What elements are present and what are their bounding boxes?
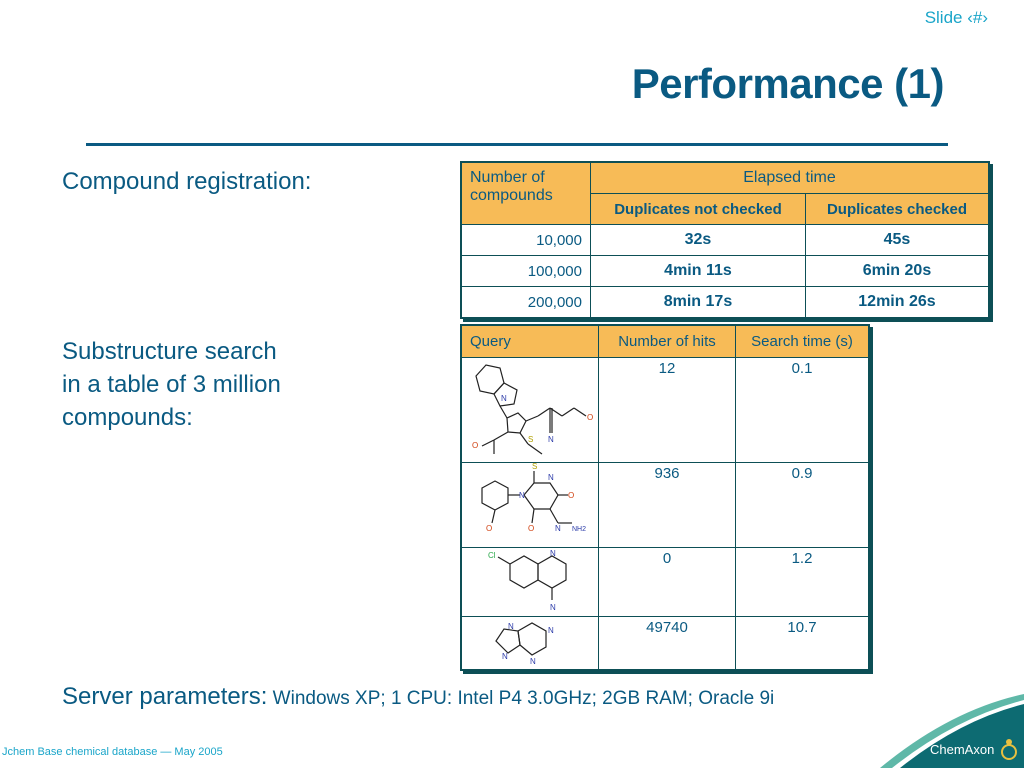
time-not-checked: 8min 17s bbox=[591, 287, 806, 319]
header-query: Query bbox=[461, 325, 599, 358]
hits-value: 936 bbox=[599, 463, 736, 548]
server-label: Server parameters: bbox=[62, 683, 268, 710]
table-row bbox=[461, 225, 989, 256]
atom-label: N bbox=[550, 549, 556, 558]
substructure-label-line: in a table of 3 million bbox=[62, 371, 281, 398]
time-not-checked: 32s bbox=[591, 225, 806, 256]
compound-count: 10,000 bbox=[461, 225, 591, 256]
time-checked: 12min 26s bbox=[805, 287, 989, 319]
atom-label: O bbox=[587, 413, 594, 422]
atom-label: O bbox=[528, 524, 535, 533]
atom-label: N bbox=[519, 491, 525, 500]
server-details: Windows XP; 1 CPU: Intel P4 3.0GHz; 2GB RAM; Oracle 9i bbox=[267, 688, 775, 709]
footer-text: Jchem Base chemical database — May 2005 bbox=[2, 746, 223, 758]
header-duplicates-checked: Duplicates checked bbox=[805, 194, 989, 225]
chemaxon-logo-icon bbox=[1000, 736, 1018, 764]
atom-label: O bbox=[568, 491, 575, 500]
table-row bbox=[461, 463, 869, 548]
table-row bbox=[461, 358, 869, 463]
atom-label: NH2 bbox=[572, 526, 587, 533]
atom-label: N bbox=[508, 622, 514, 631]
compound-count: 100,000 bbox=[461, 256, 591, 287]
substructure-table bbox=[460, 324, 870, 671]
atom-label: N bbox=[550, 603, 556, 612]
atom-label: N bbox=[502, 652, 508, 661]
slide-number: Slide ‹#› bbox=[924, 8, 988, 27]
table-row bbox=[461, 287, 989, 319]
time-not-checked: 4min 11s bbox=[591, 256, 806, 287]
atom-label: Cl bbox=[488, 551, 496, 560]
registration-label: Compound registration: bbox=[62, 168, 312, 195]
hits-value: 12 bbox=[599, 358, 736, 463]
table-row bbox=[461, 548, 869, 617]
time-checked: 45s bbox=[805, 225, 989, 256]
atom-label: N bbox=[530, 657, 536, 665]
compound-count: 200,000 bbox=[461, 287, 591, 319]
hits-value: 49740 bbox=[599, 617, 736, 671]
header-elapsed-time: Elapsed time bbox=[591, 162, 990, 194]
atom-label: O bbox=[472, 441, 479, 450]
atom-label: S bbox=[528, 435, 534, 444]
query-structure-4 bbox=[462, 617, 596, 665]
registration-table bbox=[460, 161, 990, 319]
table-row bbox=[461, 617, 869, 671]
header-number-of-compounds: Number of compounds bbox=[461, 162, 591, 225]
header-duplicates-not-checked: Duplicates not checked bbox=[591, 194, 806, 225]
atom-label: O bbox=[486, 524, 493, 533]
atom-label: S bbox=[532, 463, 538, 471]
atom-label: N bbox=[501, 394, 507, 403]
chemaxon-logo: ChemAxon bbox=[930, 742, 995, 757]
time-value: 0.9 bbox=[736, 463, 870, 548]
time-value: 10.7 bbox=[736, 617, 870, 671]
query-structure-cell bbox=[461, 548, 599, 617]
query-structure-cell bbox=[461, 463, 599, 548]
query-structure-1 bbox=[462, 358, 596, 458]
time-checked: 6min 20s bbox=[805, 256, 989, 287]
query-structure-3 bbox=[462, 548, 596, 612]
time-value: 1.2 bbox=[736, 548, 870, 617]
atom-label: N bbox=[555, 524, 561, 533]
query-structure-cell bbox=[461, 358, 599, 463]
substructure-label bbox=[62, 335, 281, 434]
header-number-of-hits: Number of hits bbox=[599, 325, 736, 358]
atom-label: N bbox=[548, 626, 554, 635]
atom-label: N bbox=[548, 473, 554, 482]
time-value: 0.1 bbox=[736, 358, 870, 463]
table-row bbox=[461, 256, 989, 287]
hits-value: 0 bbox=[599, 548, 736, 617]
title-divider bbox=[86, 143, 948, 146]
substructure-label-line: Substructure search bbox=[62, 338, 277, 365]
slide-title: Performance (1) bbox=[631, 60, 944, 107]
header-search-time: Search time (s) bbox=[736, 325, 870, 358]
atom-label: N bbox=[548, 435, 554, 444]
query-structure-cell bbox=[461, 617, 599, 671]
substructure-label-line: compounds: bbox=[62, 404, 193, 431]
query-structure-2 bbox=[462, 463, 596, 543]
